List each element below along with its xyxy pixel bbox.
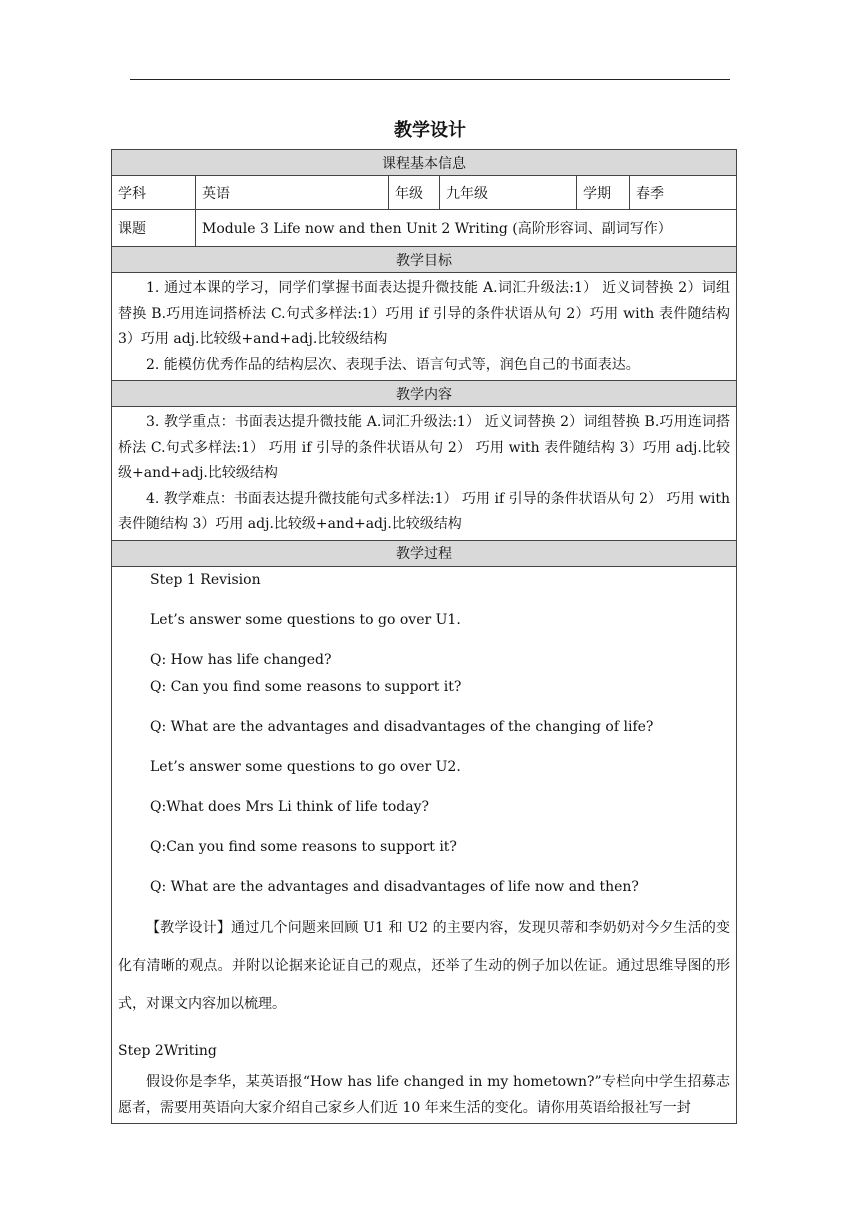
topic-label: 课题 <box>112 210 196 247</box>
step1-heading: Step 1 Revision <box>150 571 261 588</box>
u2-intro: Let’s answer some questions to go over U2. <box>150 758 461 775</box>
grade-value: 九年级 <box>440 176 577 210</box>
content-key-points: 3. 教学重点：书面表达提升微技能 A.词汇升级法:1） 近义词替换 2）词组替换 B.巧用连词搭桥法 C.句式多样法:1） 巧用 if 引导的条件状语从句 2） 巧用 with 表件随结构 3）巧用 adj.比较级+and+adj.比较级结构 <box>118 414 731 481</box>
question-6: Q: What are the advantages and disadvantages of life now and then? <box>150 878 639 895</box>
subject-label: 学科 <box>112 176 196 210</box>
question-4: Q:What does Mrs Li think of life today? <box>150 798 430 815</box>
question-2: Q: Can you find some reasons to support it? <box>150 678 462 695</box>
teaching-design-note: 【教学设计】通过几个问题来回顾 U1 和 U2 的主要内容，发现贝蒂和李奶奶对今夕生活的变化有清晰的观点。并附以论据来论证自己的观点，还举了生动的例子加以佐证。通过思维导图的形式，对课文内容加以梳理。 <box>118 919 731 1012</box>
section-process: 教学过程 <box>112 540 737 566</box>
question-1: Q: How has life changed? <box>150 651 332 668</box>
objectives-cell <box>112 273 737 381</box>
page-title: 教学设计 <box>394 120 466 141</box>
writing-task: 假设你是李华，某英语报“How has life changed in my hometown?”专栏向中学生招募志愿者，需要用英语向大家介绍自己家乡人们近 10 年来生活的变化。请你用英语给报社写一封 <box>118 1073 731 1116</box>
content-difficulties: 4. 教学难点：书面表达提升微技能句式多样法:1） 巧用 if 引导的条件状语从句 2） 巧用 with 表件随结构 3）巧用 adj.比较级+and+adj.比较级结构 <box>118 490 731 532</box>
header-rule <box>130 79 730 80</box>
section-basic-info: 课程基本信息 <box>112 150 737 176</box>
section-objectives: 教学目标 <box>112 247 737 273</box>
term-value: 春季 <box>630 176 737 210</box>
u1-intro: Let’s answer some questions to go over U1. <box>150 611 461 628</box>
content-cell <box>112 407 737 541</box>
question-5: Q:Can you find some reasons to support it? <box>150 838 457 855</box>
process-cell <box>112 566 737 1123</box>
lesson-plan-table <box>111 149 737 1124</box>
grade-label: 年级 <box>389 176 440 210</box>
objective-2: 2. 能模仿优秀作品的结构层次、表现手法、语言句式等，润色自己的书面表达。 <box>146 356 640 373</box>
subject-value: 英语 <box>196 176 389 210</box>
question-3: Q: What are the advantages and disadvantages of the changing of life? <box>150 718 654 735</box>
section-content: 教学内容 <box>112 381 737 407</box>
step2-heading: Step 2Writing <box>118 1042 217 1059</box>
objective-1: 1. 通过本课的学习，同学们掌握书面表达提升微技能 A.词汇升级法:1） 近义词替换 2）词组替换 B.巧用连词搭桥法 C.句式多样法:1）巧用 if 引导的条件状语从句 2）巧用 with 表件随结构 3）巧用 adj.比较级+and+adj.比较级结构 <box>118 280 731 347</box>
topic-value: Module 3 Life now and then Unit 2 Writing (高阶形容词、副词写作） <box>196 210 737 247</box>
term-label: 学期 <box>577 176 630 210</box>
